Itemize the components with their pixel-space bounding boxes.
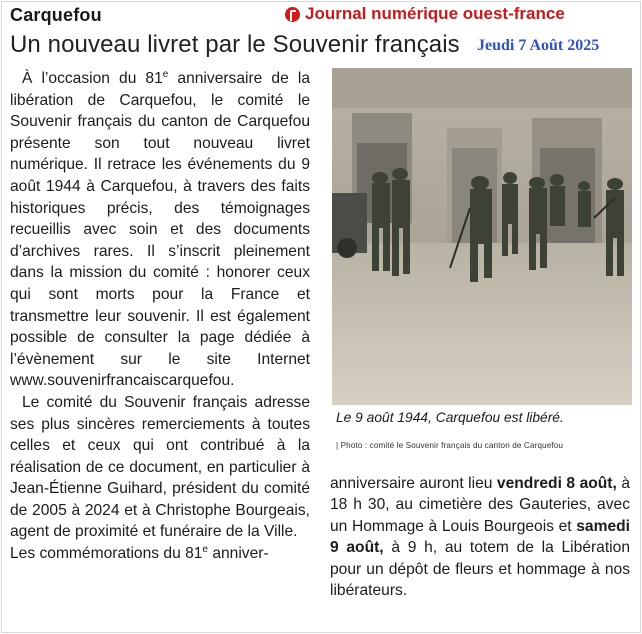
historical-photo — [332, 68, 632, 405]
source-banner — [285, 4, 565, 24]
publication-date: Jeudi 7 Août 2025 — [477, 37, 600, 54]
article-body-left — [10, 68, 310, 565]
article-body-right: anniversaire auront lieu vendredi 8 août, à 18 h 30, au cimetière des Gauteries, avec un Hommage à Louis Bourgeois et samedi 9 août, à 9 h, au totem de la Libération pour un dépôt de fleurs et hommage à nos libérateurs. — [330, 475, 630, 600]
paragraph-1: À l’occasion du 81e anniversaire de la libération de Carquefou, le comité le Souvenir français du canton de Carquefou présente son tout nouveau livret numérique. Il retrace les événements du 9 août 1944 à Carquefou, à travers des faits historiques précis, des témoignages recueillis avec soin et des documents d’archives rares. Il s’inscrit pleinement dans la mission du comité : honorer ceux qui sont morts pour la France et transmettre leur souvenir. Il est également possible de consulter la page dédiée à l’évènement sur le site Internet www.souvenirfrancaiscarquefou. — [10, 68, 310, 390]
photo-credit: | Photo : comité le Souvenir français du canton de Carquefou — [336, 441, 564, 450]
paragraph-2: Le comité du Souvenir français adresse ses plus sincères remerciements à toutes celles et ceux qui ont contribué à la réalisation de ce document, en particulier à Jean-Étienne Guihard, président du comité de 2005 à 2024 et à Christophe Bourgeais, agent de proximité et funéraire de la Ville. — [10, 393, 310, 541]
liberation-soldiers-image — [332, 68, 632, 405]
locality-label: Carquefou — [10, 5, 102, 25]
photo-caption: Le 9 août 1944, Carquefou est libéré. — [336, 410, 564, 425]
ouest-france-logo-icon — [285, 7, 300, 22]
source-name: Journal numérique ouest-france — [305, 4, 565, 23]
article-headline: Un nouveau livret par le Souvenir français — [10, 31, 460, 58]
date-highlight-1: vendredi 8 août, — [496, 475, 617, 492]
date-highlight-2: samedi 9 août, — [330, 517, 630, 557]
paragraph-3-start: Les commémorations du 81e anniver- — [10, 543, 269, 563]
